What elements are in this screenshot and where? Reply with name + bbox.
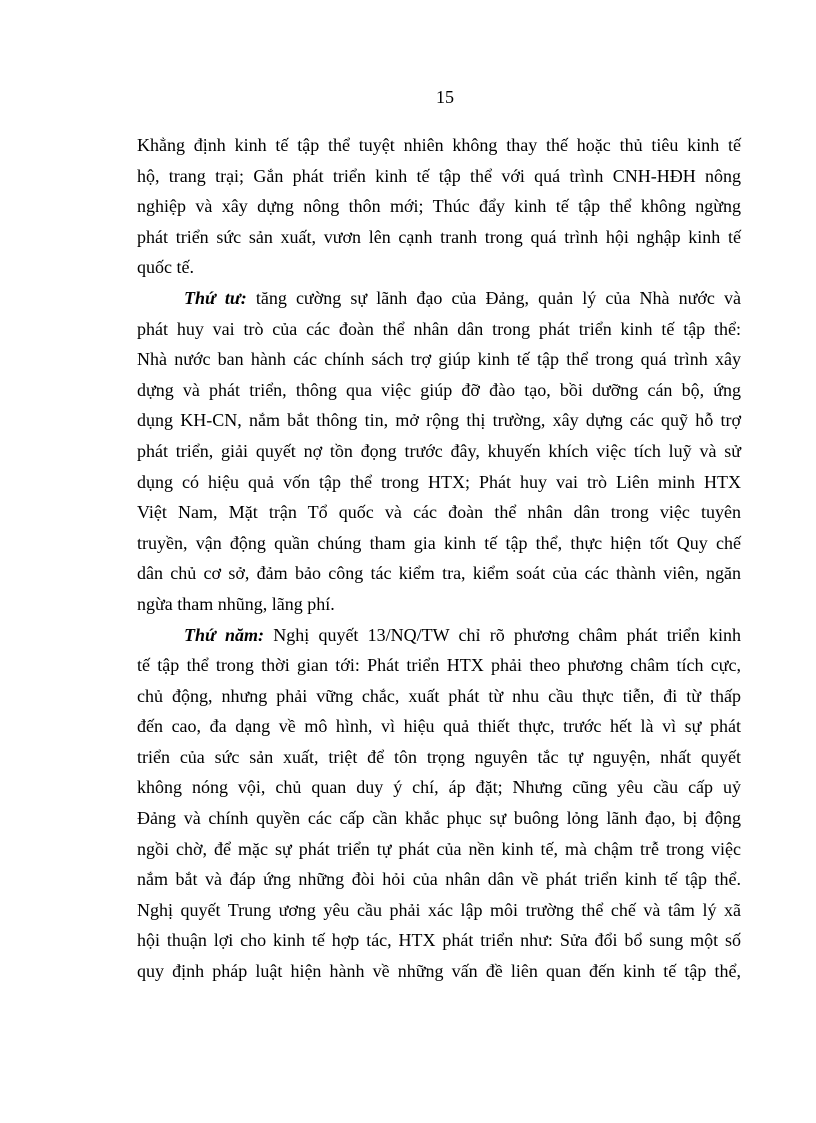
text-line: tế tập thể trong thời gian tới: Phát triển HTX phải theo phương châm tích cực, <box>137 655 741 676</box>
text-line: dân chủ cơ sở, đảm bảo công tác kiểm tra, kiểm soát của các thành viên, ngăn <box>137 563 741 584</box>
text-line: Việt Nam, Mặt trận Tổ quốc và các đoàn thể nhân dân trong việc tuyên <box>137 502 741 523</box>
text-line: nghiệp và xây dựng nông thôn mới; Thúc đẩy kinh tế tập thể không ngừng <box>137 196 741 217</box>
page-number: 15 <box>436 87 454 107</box>
text-line: Nhà nước ban hành các chính sách trợ giúp kinh tế tập thể trong quá trình xây <box>137 349 741 370</box>
text-line: chủ động, nhưng phải vững chắc, xuất phát từ nhu cầu thực tiễn, đi từ thấp <box>137 685 741 706</box>
text-line: Khẳng định kinh tế tập thể tuyệt nhiên không thay thế hoặc thủ tiêu kinh tế <box>137 135 741 155</box>
text-line: truyền, vận động quần chúng tham gia kinh tế tập thể, thực hiện tốt Quy chế <box>137 532 741 553</box>
text-line: hộ, trang trại; Gắn phát triển kinh tế tập thể với quá trình CNH-HĐH nông <box>137 165 741 186</box>
text-line: dụng có hiệu quả vốn tập thể trong HTX; Phát huy vai trò Liên minh HTX <box>137 471 741 492</box>
paragraph-first-line <box>137 620 741 651</box>
text-line: đến cao, đa dạng về mô hình, vì hiệu quả thiết thực, trước hết là vì sự phát <box>137 716 741 737</box>
text-line: dựng và phát triển, thông qua việc giúp đỡ đào tạo, bồi dưỡng cán bộ, ứng <box>137 379 741 400</box>
body-text <box>137 130 741 987</box>
text-line: phát triển sức sản xuất, vươn lên cạnh tranh trong quá trình hội nghập kinh tế <box>137 226 741 247</box>
paragraph-first-line-text: tăng cường sự lãnh đạo của Đảng, quản lý của Nhà nước và <box>246 287 741 308</box>
text-line: nắm bắt và đáp ứng những đòi hỏi của nhân dân về phát triển kinh tế tập thể. <box>137 869 741 890</box>
text-line: phát huy vai trò của các đoàn thể nhân dân trong phát triển kinh tế tập thể: <box>137 318 741 339</box>
text-line: ngồi chờ, để mặc sự phát triển tự phát của nền kinh tế, mà chậm trễ trong việc <box>137 838 741 859</box>
text-line: Nghị quyết Trung ương yêu cầu phải xác lập môi trường thể chế và tâm lý xã <box>137 899 741 920</box>
text-line: ngừa tham nhũng, lãng phí. <box>137 593 335 614</box>
text-line: triển của sức sản xuất, triệt để tôn trọng nguyên tắc tự nguyện, nhất quyết <box>137 746 741 767</box>
text-line: hội thuận lợi cho kinh tế hợp tác, HTX phát triển như: Sửa đổi bổ sung một số <box>137 930 741 951</box>
text-line: dụng KH-CN, nắm bắt thông tin, mở rộng thị trường, xây dựng các quỹ hỗ trợ <box>137 410 741 431</box>
paragraph-lead: Thứ tư: <box>184 287 247 308</box>
text-line: quốc tế. <box>137 257 194 278</box>
text-line: không nóng vội, chủ quan duy ý chí, áp đặt; Nhưng cũng yêu cầu cấp uỷ <box>137 777 741 798</box>
paragraph-lead: Thứ năm: <box>184 624 265 645</box>
paragraph-first-line-text: Nghị quyết 13/NQ/TW chỉ rõ phương châm phát triển kinh <box>264 624 741 645</box>
text-line: phát triển, giải quyết nợ tồn đọng trước đây, khuyến khích việc tích luỹ và sử <box>137 440 741 461</box>
paragraph-first-line <box>137 283 741 314</box>
text-line: Đảng và chính quyền các cấp cần khắc phục sự buông lỏng lãnh đạo, bị động <box>137 808 741 829</box>
text-line: quy định pháp luật hiện hành về những vấn đề liên quan đến kinh tế tập thể, <box>137 961 741 982</box>
